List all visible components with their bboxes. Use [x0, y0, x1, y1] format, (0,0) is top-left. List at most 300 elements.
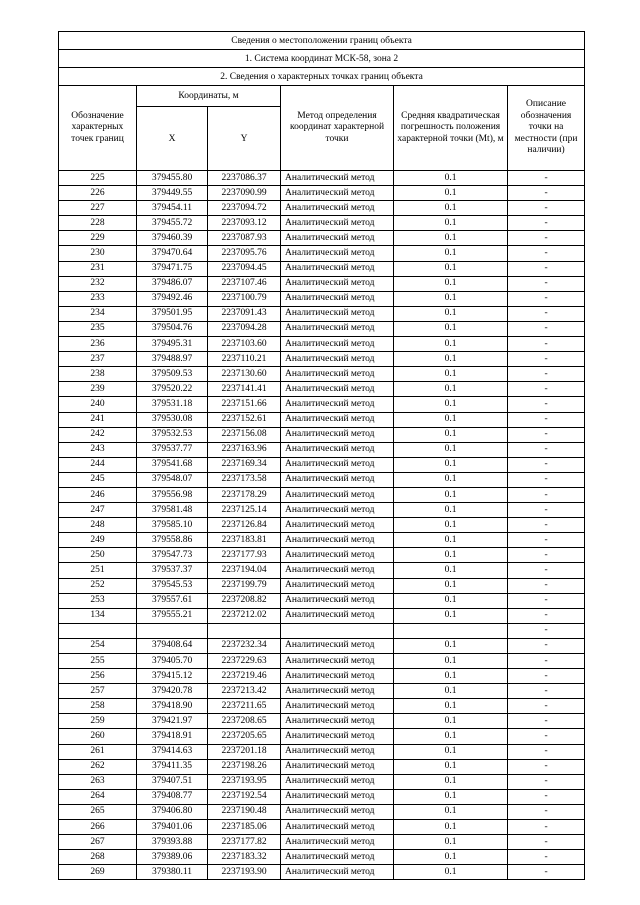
- table-row: [59, 261, 585, 276]
- x-coordinate-cell: 379411.35: [137, 759, 208, 774]
- error-cell: 0.1: [394, 231, 508, 246]
- description-cell: -: [508, 201, 585, 216]
- point-number-cell: 247: [59, 503, 137, 518]
- method-cell: Аналитический метод: [281, 699, 394, 714]
- table-row: [59, 337, 585, 352]
- y-coordinate-cell: 2237212.02: [208, 608, 281, 623]
- method-cell: Аналитический метод: [281, 276, 394, 291]
- method-cell: Аналитический метод: [281, 759, 394, 774]
- y-coordinate-cell: 2237130.60: [208, 367, 281, 382]
- description-cell: -: [508, 638, 585, 653]
- description-cell: -: [508, 865, 585, 880]
- y-coordinate-cell: 2237156.08: [208, 427, 281, 442]
- method-cell: Аналитический метод: [281, 593, 394, 608]
- method-cell: Аналитический метод: [281, 352, 394, 367]
- y-coordinate-cell: 2237193.95: [208, 774, 281, 789]
- error-cell: 0.1: [394, 729, 508, 744]
- description-cell: -: [508, 291, 585, 306]
- point-number-cell: 241: [59, 412, 137, 427]
- description-cell: -: [508, 472, 585, 487]
- point-number-cell: 257: [59, 684, 137, 699]
- error-cell: 0.1: [394, 427, 508, 442]
- point-number-cell: 225: [59, 171, 137, 186]
- error-cell: 0.1: [394, 216, 508, 231]
- y-coordinate-cell: 2237163.96: [208, 442, 281, 457]
- col-header-error: Средняя квадратическая погрешность положения характерной точки (Mt), м: [394, 86, 508, 171]
- x-coordinate-cell: 379454.11: [137, 201, 208, 216]
- y-coordinate-cell: 2237094.28: [208, 321, 281, 336]
- table-row: [59, 412, 585, 427]
- description-cell: -: [508, 337, 585, 352]
- description-cell: -: [508, 669, 585, 684]
- table-row: [59, 427, 585, 442]
- description-cell: -: [508, 186, 585, 201]
- point-number-cell: 243: [59, 442, 137, 457]
- method-cell: Аналитический метод: [281, 714, 394, 729]
- error-cell: 0.1: [394, 608, 508, 623]
- point-number-cell: 238: [59, 367, 137, 382]
- point-number-cell: 244: [59, 457, 137, 472]
- point-number-cell: 239: [59, 382, 137, 397]
- table-row: [59, 850, 585, 865]
- table-row: [59, 623, 585, 638]
- point-number-cell: 259: [59, 714, 137, 729]
- method-cell: Аналитический метод: [281, 306, 394, 321]
- error-cell: [394, 623, 508, 638]
- y-coordinate-cell: 2237125.14: [208, 503, 281, 518]
- method-cell: Аналитический метод: [281, 654, 394, 669]
- error-cell: 0.1: [394, 774, 508, 789]
- description-cell: -: [508, 397, 585, 412]
- x-coordinate-cell: 379418.91: [137, 729, 208, 744]
- x-coordinate-cell: 379420.78: [137, 684, 208, 699]
- point-number-cell: 252: [59, 578, 137, 593]
- table-row: [59, 291, 585, 306]
- description-cell: -: [508, 306, 585, 321]
- table-row: [59, 669, 585, 684]
- x-coordinate-cell: 379557.61: [137, 593, 208, 608]
- point-number-cell: 261: [59, 744, 137, 759]
- error-cell: 0.1: [394, 638, 508, 653]
- y-coordinate-cell: 2237213.42: [208, 684, 281, 699]
- x-coordinate-cell: 379581.48: [137, 503, 208, 518]
- x-coordinate-cell: 379537.37: [137, 563, 208, 578]
- point-number-cell: 234: [59, 306, 137, 321]
- description-cell: -: [508, 654, 585, 669]
- col-header-y: Y: [208, 107, 281, 171]
- description-cell: -: [508, 578, 585, 593]
- y-coordinate-cell: 2237229.63: [208, 654, 281, 669]
- method-cell: Аналитический метод: [281, 231, 394, 246]
- error-cell: 0.1: [394, 503, 508, 518]
- method-cell: Аналитический метод: [281, 321, 394, 336]
- table-row: [59, 246, 585, 261]
- y-coordinate-cell: 2237086.37: [208, 171, 281, 186]
- point-number-cell: 254: [59, 638, 137, 653]
- description-cell: -: [508, 367, 585, 382]
- method-cell: Аналитический метод: [281, 729, 394, 744]
- error-cell: 0.1: [394, 563, 508, 578]
- description-cell: -: [508, 774, 585, 789]
- point-number-cell: 230: [59, 246, 137, 261]
- table-row: [59, 201, 585, 216]
- point-number-cell: 255: [59, 654, 137, 669]
- x-coordinate-cell: 379558.86: [137, 533, 208, 548]
- x-coordinate-cell: 379492.46: [137, 291, 208, 306]
- point-number-cell: [59, 623, 137, 638]
- error-cell: 0.1: [394, 789, 508, 804]
- x-coordinate-cell: 379405.70: [137, 654, 208, 669]
- method-cell: [281, 623, 394, 638]
- description-cell: -: [508, 820, 585, 835]
- y-coordinate-cell: 2237169.34: [208, 457, 281, 472]
- y-coordinate-cell: 2237107.46: [208, 276, 281, 291]
- point-number-cell: 262: [59, 759, 137, 774]
- point-number-cell: 266: [59, 820, 137, 835]
- description-cell: -: [508, 261, 585, 276]
- y-coordinate-cell: 2237091.43: [208, 306, 281, 321]
- y-coordinate-cell: 2237211.65: [208, 699, 281, 714]
- x-coordinate-cell: 379421.97: [137, 714, 208, 729]
- y-coordinate-cell: 2237087.93: [208, 231, 281, 246]
- error-cell: 0.1: [394, 654, 508, 669]
- x-coordinate-cell: 379547.73: [137, 548, 208, 563]
- col-header-x: X: [137, 107, 208, 171]
- method-cell: Аналитический метод: [281, 397, 394, 412]
- y-coordinate-cell: 2237126.84: [208, 518, 281, 533]
- x-coordinate-cell: 379545.53: [137, 578, 208, 593]
- error-cell: 0.1: [394, 744, 508, 759]
- description-cell: -: [508, 321, 585, 336]
- point-number-cell: 263: [59, 774, 137, 789]
- method-cell: Аналитический метод: [281, 684, 394, 699]
- point-number-cell: 250: [59, 548, 137, 563]
- error-cell: 0.1: [394, 759, 508, 774]
- x-coordinate-cell: 379501.95: [137, 306, 208, 321]
- point-number-cell: 265: [59, 804, 137, 819]
- method-cell: Аналитический метод: [281, 186, 394, 201]
- x-coordinate-cell: 379418.90: [137, 699, 208, 714]
- description-cell: -: [508, 623, 585, 638]
- method-cell: Аналитический метод: [281, 669, 394, 684]
- x-coordinate-cell: 379541.68: [137, 457, 208, 472]
- y-coordinate-cell: 2237151.66: [208, 397, 281, 412]
- method-cell: Аналитический метод: [281, 291, 394, 306]
- y-coordinate-cell: 2237100.79: [208, 291, 281, 306]
- description-cell: -: [508, 593, 585, 608]
- point-number-cell: 260: [59, 729, 137, 744]
- table-title: Сведения о местоположении границ объекта: [59, 32, 585, 50]
- error-cell: 0.1: [394, 382, 508, 397]
- error-cell: 0.1: [394, 804, 508, 819]
- method-cell: Аналитический метод: [281, 548, 394, 563]
- method-cell: Аналитический метод: [281, 503, 394, 518]
- point-number-cell: 258: [59, 699, 137, 714]
- y-coordinate-cell: 2237094.72: [208, 201, 281, 216]
- y-coordinate-cell: 2237141.41: [208, 382, 281, 397]
- error-cell: 0.1: [394, 201, 508, 216]
- y-coordinate-cell: 2237103.60: [208, 337, 281, 352]
- error-cell: 0.1: [394, 321, 508, 336]
- description-cell: -: [508, 503, 585, 518]
- point-number-cell: 233: [59, 291, 137, 306]
- error-cell: 0.1: [394, 186, 508, 201]
- col-header-coordinates: Координаты, м: [137, 86, 281, 107]
- point-number-cell: 253: [59, 593, 137, 608]
- error-cell: 0.1: [394, 442, 508, 457]
- table-row: [59, 457, 585, 472]
- y-coordinate-cell: 2237201.18: [208, 744, 281, 759]
- error-cell: 0.1: [394, 835, 508, 850]
- table-row: [59, 593, 585, 608]
- point-number-cell: 226: [59, 186, 137, 201]
- table-row: [59, 442, 585, 457]
- description-cell: -: [508, 412, 585, 427]
- point-number-cell: 249: [59, 533, 137, 548]
- coordinate-system-title: 1. Система координат МСК-58, зона 2: [59, 50, 585, 68]
- method-cell: Аналитический метод: [281, 518, 394, 533]
- table-row: [59, 744, 585, 759]
- y-coordinate-cell: 2237193.90: [208, 865, 281, 880]
- table-row: [59, 503, 585, 518]
- error-cell: 0.1: [394, 518, 508, 533]
- description-cell: -: [508, 171, 585, 186]
- error-cell: 0.1: [394, 276, 508, 291]
- x-coordinate-cell: 379393.88: [137, 835, 208, 850]
- error-cell: 0.1: [394, 699, 508, 714]
- table-row: [59, 684, 585, 699]
- error-cell: 0.1: [394, 684, 508, 699]
- table-row: [59, 367, 585, 382]
- table-row: [59, 533, 585, 548]
- error-cell: 0.1: [394, 820, 508, 835]
- error-cell: 0.1: [394, 246, 508, 261]
- table-body: [59, 171, 585, 880]
- description-cell: -: [508, 699, 585, 714]
- table-row: [59, 774, 585, 789]
- x-coordinate-cell: 379408.64: [137, 638, 208, 653]
- point-number-cell: 134: [59, 608, 137, 623]
- y-coordinate-cell: 2237199.79: [208, 578, 281, 593]
- method-cell: Аналитический метод: [281, 457, 394, 472]
- x-coordinate-cell: 379585.10: [137, 518, 208, 533]
- description-cell: -: [508, 382, 585, 397]
- method-cell: Аналитический метод: [281, 427, 394, 442]
- x-coordinate-cell: 379555.21: [137, 608, 208, 623]
- description-cell: -: [508, 518, 585, 533]
- table-row: [59, 759, 585, 774]
- x-coordinate-cell: 379531.18: [137, 397, 208, 412]
- error-cell: 0.1: [394, 457, 508, 472]
- table-row: [59, 608, 585, 623]
- point-number-cell: 264: [59, 789, 137, 804]
- x-coordinate-cell: 379495.31: [137, 337, 208, 352]
- description-cell: -: [508, 744, 585, 759]
- y-coordinate-cell: 2237177.82: [208, 835, 281, 850]
- description-cell: -: [508, 835, 585, 850]
- method-cell: Аналитический метод: [281, 261, 394, 276]
- error-cell: 0.1: [394, 397, 508, 412]
- table-row: [59, 835, 585, 850]
- method-cell: Аналитический метод: [281, 533, 394, 548]
- point-number-cell: 236: [59, 337, 137, 352]
- y-coordinate-cell: 2237205.65: [208, 729, 281, 744]
- point-number-cell: 235: [59, 321, 137, 336]
- y-coordinate-cell: 2237190.48: [208, 804, 281, 819]
- point-number-cell: 232: [59, 276, 137, 291]
- x-coordinate-cell: 379408.77: [137, 789, 208, 804]
- error-cell: 0.1: [394, 291, 508, 306]
- section-title: 2. Сведения о характерных точках границ объекта: [59, 68, 585, 86]
- x-coordinate-cell: 379520.22: [137, 382, 208, 397]
- method-cell: Аналитический метод: [281, 820, 394, 835]
- table-row: [59, 472, 585, 487]
- description-cell: -: [508, 533, 585, 548]
- y-coordinate-cell: 2237232.34: [208, 638, 281, 653]
- y-coordinate-cell: 2237208.65: [208, 714, 281, 729]
- point-number-cell: 231: [59, 261, 137, 276]
- method-cell: Аналитический метод: [281, 744, 394, 759]
- x-coordinate-cell: [137, 623, 208, 638]
- y-coordinate-cell: 2237198.26: [208, 759, 281, 774]
- table-row: [59, 548, 585, 563]
- method-cell: Аналитический метод: [281, 487, 394, 502]
- error-cell: 0.1: [394, 487, 508, 502]
- description-cell: -: [508, 759, 585, 774]
- table-row: [59, 563, 585, 578]
- y-coordinate-cell: 2237192.54: [208, 789, 281, 804]
- x-coordinate-cell: 379406.80: [137, 804, 208, 819]
- table-row: [59, 729, 585, 744]
- description-cell: -: [508, 608, 585, 623]
- y-coordinate-cell: 2237094.45: [208, 261, 281, 276]
- description-cell: -: [508, 457, 585, 472]
- x-coordinate-cell: 379455.72: [137, 216, 208, 231]
- method-cell: Аналитический метод: [281, 337, 394, 352]
- error-cell: 0.1: [394, 714, 508, 729]
- y-coordinate-cell: 2237093.12: [208, 216, 281, 231]
- point-number-cell: 267: [59, 835, 137, 850]
- x-coordinate-cell: 379401.06: [137, 820, 208, 835]
- y-coordinate-cell: 2237095.76: [208, 246, 281, 261]
- method-cell: Аналитический метод: [281, 367, 394, 382]
- table-row: [59, 578, 585, 593]
- table-row: [59, 789, 585, 804]
- method-cell: Аналитический метод: [281, 216, 394, 231]
- x-coordinate-cell: 379488.97: [137, 352, 208, 367]
- table-row: [59, 171, 585, 186]
- error-cell: 0.1: [394, 472, 508, 487]
- boundary-points-table: [58, 31, 585, 880]
- error-cell: 0.1: [394, 865, 508, 880]
- point-number-cell: 248: [59, 518, 137, 533]
- error-cell: 0.1: [394, 850, 508, 865]
- x-coordinate-cell: 379380.11: [137, 865, 208, 880]
- method-cell: Аналитический метод: [281, 442, 394, 457]
- description-cell: -: [508, 231, 585, 246]
- error-cell: 0.1: [394, 533, 508, 548]
- method-cell: Аналитический метод: [281, 382, 394, 397]
- col-header-point: Обозначение характерных точек границ: [59, 86, 137, 171]
- table-row: [59, 306, 585, 321]
- point-number-cell: 240: [59, 397, 137, 412]
- description-cell: -: [508, 850, 585, 865]
- y-coordinate-cell: 2237090.99: [208, 186, 281, 201]
- table-row: [59, 865, 585, 880]
- description-cell: -: [508, 216, 585, 231]
- point-number-cell: 269: [59, 865, 137, 880]
- method-cell: Аналитический метод: [281, 865, 394, 880]
- error-cell: 0.1: [394, 367, 508, 382]
- table-row: [59, 487, 585, 502]
- description-cell: -: [508, 352, 585, 367]
- table-row: [59, 397, 585, 412]
- point-number-cell: 245: [59, 472, 137, 487]
- y-coordinate-cell: 2237178.29: [208, 487, 281, 502]
- x-coordinate-cell: 379530.08: [137, 412, 208, 427]
- table-row: [59, 804, 585, 819]
- method-cell: Аналитический метод: [281, 412, 394, 427]
- y-coordinate-cell: 2237219.46: [208, 669, 281, 684]
- table-row: [59, 321, 585, 336]
- x-coordinate-cell: 379509.53: [137, 367, 208, 382]
- method-cell: Аналитический метод: [281, 850, 394, 865]
- table-row: [59, 654, 585, 669]
- description-cell: -: [508, 487, 585, 502]
- point-number-cell: 227: [59, 201, 137, 216]
- x-coordinate-cell: 379556.98: [137, 487, 208, 502]
- x-coordinate-cell: 379415.12: [137, 669, 208, 684]
- point-number-cell: 242: [59, 427, 137, 442]
- method-cell: Аналитический метод: [281, 804, 394, 819]
- description-cell: -: [508, 548, 585, 563]
- point-number-cell: 229: [59, 231, 137, 246]
- point-number-cell: 256: [59, 669, 137, 684]
- point-number-cell: 268: [59, 850, 137, 865]
- description-cell: -: [508, 714, 585, 729]
- method-cell: Аналитический метод: [281, 472, 394, 487]
- x-coordinate-cell: 379449.55: [137, 186, 208, 201]
- table-row: [59, 638, 585, 653]
- error-cell: 0.1: [394, 337, 508, 352]
- x-coordinate-cell: 379414.63: [137, 744, 208, 759]
- table-row: [59, 186, 585, 201]
- error-cell: 0.1: [394, 593, 508, 608]
- method-cell: Аналитический метод: [281, 563, 394, 578]
- method-cell: Аналитический метод: [281, 608, 394, 623]
- error-cell: 0.1: [394, 669, 508, 684]
- x-coordinate-cell: 379486.07: [137, 276, 208, 291]
- table-row: [59, 518, 585, 533]
- error-cell: 0.1: [394, 578, 508, 593]
- y-coordinate-cell: 2237152.61: [208, 412, 281, 427]
- description-cell: -: [508, 427, 585, 442]
- y-coordinate-cell: [208, 623, 281, 638]
- error-cell: 0.1: [394, 412, 508, 427]
- method-cell: Аналитический метод: [281, 201, 394, 216]
- x-coordinate-cell: 379548.07: [137, 472, 208, 487]
- x-coordinate-cell: 379537.77: [137, 442, 208, 457]
- description-cell: -: [508, 276, 585, 291]
- method-cell: Аналитический метод: [281, 246, 394, 261]
- table-row: [59, 820, 585, 835]
- description-cell: -: [508, 684, 585, 699]
- point-number-cell: 251: [59, 563, 137, 578]
- error-cell: 0.1: [394, 352, 508, 367]
- col-header-description: Описание обозначения точки на местности (при наличии): [508, 86, 585, 171]
- y-coordinate-cell: 2237173.58: [208, 472, 281, 487]
- y-coordinate-cell: 2237185.06: [208, 820, 281, 835]
